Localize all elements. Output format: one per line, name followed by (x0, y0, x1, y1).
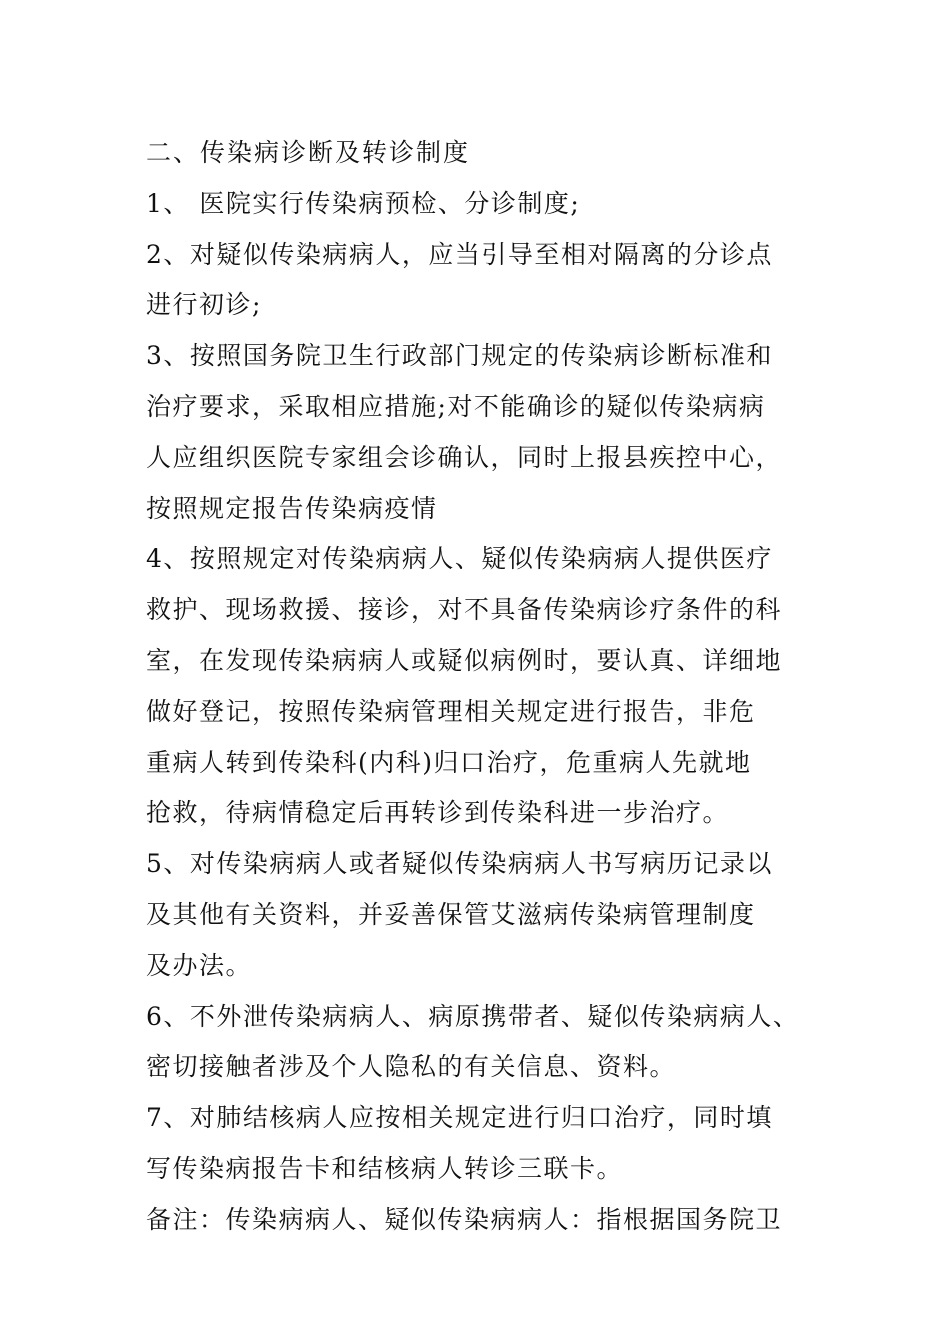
paragraph-line: 治疗要求，采取相应措施;对不能确诊的疑似传染病病 (146, 391, 766, 421)
paragraph-line: 4、按照规定对传染病病人、疑似传染病病人提供医疗 (146, 544, 773, 574)
paragraph-line: 室，在发现传染病病人或疑似病例时，要认真、详细地 (146, 645, 783, 675)
paragraph-line: 做好登记，按照传染病管理相关规定进行报告，非危 (146, 696, 756, 726)
paragraph-line: 5、对传染病病人或者疑似传染病病人书写病历记录以 (146, 849, 773, 879)
paragraph-line: 救护、现场救援、接诊，对不具备传染病诊疗条件的科 (146, 595, 783, 625)
paragraph-line: 重病人转到传染科(内科)归口治疗，危重病人先就地 (146, 747, 752, 777)
paragraph-line: 密切接触者涉及个人隐私的有关信息、资料。 (146, 1052, 677, 1082)
paragraph-line: 写传染病报告卡和结核病人转诊三联卡。 (146, 1153, 624, 1183)
paragraph-line: 按照规定报告传染病疫情 (146, 493, 438, 523)
paragraph-line: 及办法。 (146, 950, 253, 980)
paragraph-line: 3、按照国务院卫生行政部门规定的传染病诊断标准和 (146, 341, 773, 371)
paragraph-line: 人应组织医院专家组会诊确认，同时上报县疾控中心， (146, 442, 783, 472)
paragraph-line: 抢救，待病情稳定后再转诊到传染科进一步治疗。 (146, 798, 730, 828)
paragraph-line: 进行初诊; (146, 290, 262, 320)
section-heading: 二、传染病诊断及转诊制度 (146, 138, 471, 167)
document-body (146, 128, 810, 1246)
paragraph-line: 2、对疑似传染病病人，应当引导至相对隔离的分诊点 (146, 239, 773, 269)
paragraph-line: 1、 医院实行传染病预检、分诊制度; (146, 188, 581, 218)
paragraph-line: 及其他有关资料，并妥善保管艾滋病传染病管理制度 (146, 899, 756, 929)
paragraph-line: 备注：传染病病人、疑似传染病病人：指根据国务院卫 (146, 1204, 783, 1234)
paragraph-line: 7、对肺结核病人应按相关规定进行归口治疗，同时填 (146, 1103, 773, 1133)
paragraph-line: 6、不外泄传染病病人、病原携带者、疑似传染病病人、 (146, 1001, 800, 1031)
